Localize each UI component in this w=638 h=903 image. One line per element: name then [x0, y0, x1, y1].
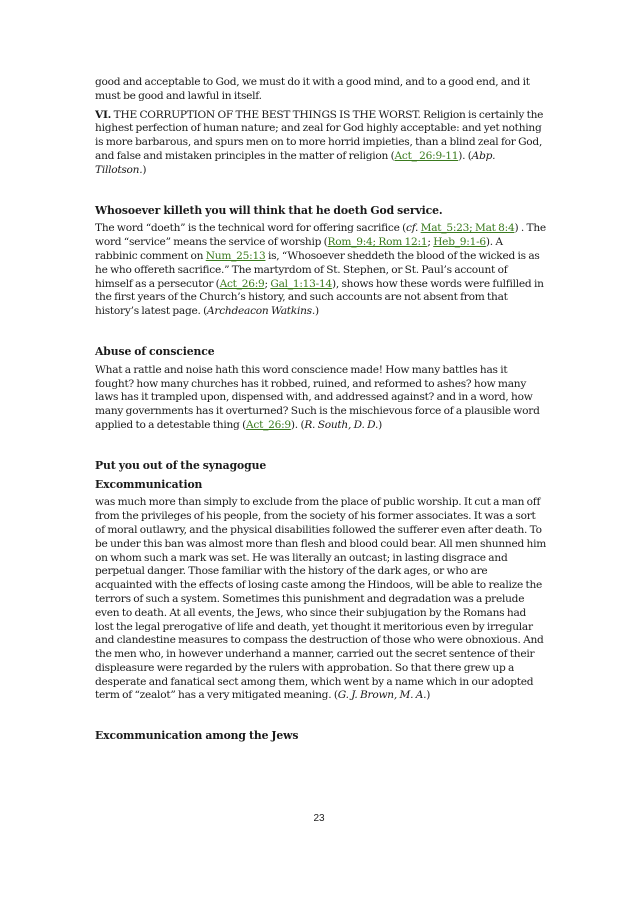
scripture-link[interactable]: Num_25:13 — [205, 249, 266, 262]
paragraph-excommunication: was much more than simply to exclude from the place of public worship. It cut a man off from the privileges of his people, from the society of his former associates. It was a sort of moral outlawry, and the physical disabilities followed the sufferer even after death. To be under this ban was almost more than flesh and blood could bear. All men shunned him on whom such a mark was set. He was literally an outcast; in lasting disgrace and perpetual danger. Those familiar with the history of the dark ages, or who are acquainted with the effects of losing caste among the Hindoos, will be able to realize the terrors of such a system. Sometimes this punishment and degradation was a prelude even to death. At all events, the Jews, who since their subjugation by the Romans had lost the legal prerogative of life and death, yet thought it meritorious even by irregular and clandestine measures to compass the destruction of those who were obnoxious. And the men who, in however underhand a manner, carried out the secret sentence of their displeasure were regarded by the rulers with approbation. So that there grew up a desperate and fanatical sect among them, which went by a name which in our adopted term of “zealot” has a very mitigated meaning. (G. J. Brown, M. A.) — [95, 496, 547, 702]
paragraph-continuation: good and acceptable to God, we must do it with a good mind, and to a good end, and it must be good and lawful in itself. — [95, 76, 530, 102]
scripture-link[interactable]: Mat_5:23; Mat 8:4 — [420, 222, 515, 235]
scripture-link[interactable]: Gal_1:13-14 — [270, 277, 332, 290]
page-number: 23 — [313, 813, 325, 824]
citation: Abp. Tillotson. — [95, 149, 496, 176]
section-heading-jews: Excommunication among the Jews — [95, 729, 299, 743]
section-heading-conscience: Abuse of conscience — [95, 344, 215, 358]
section-heading-synagogue: Put you out of the synagogue — [95, 458, 267, 472]
scripture-link[interactable]: Heb_9:1-6 — [433, 236, 486, 249]
citation: G. J. Brown, M. A. — [337, 689, 427, 702]
citation: Archdeacon Watkins. — [207, 305, 315, 318]
document-page — [95, 76, 547, 748]
scripture-link[interactable]: Act_26:9 — [245, 418, 291, 431]
scripture-link[interactable]: Rom_9:4; Rom 12:1 — [327, 236, 428, 249]
paragraph-conscience: What a rattle and noise hath this word conscience made! How many battles has it fought? how many churches has it robbed, ruined, and reformed to ashes? how many laws has it trampled upon, dispensed with, and addressed against? and in a word, how many governments has it overturned? Such is the mischievous force of a plausible word applied to a detestable thing (Act_26:9). (R. South, D. D.) — [95, 363, 540, 431]
paragraph-god-service: The word “doeth” is the technical word for offering sacrifice (cf. Mat_5:23; Mat 8:4) . The word “service” means the service of worship (Rom_9:4; Rom 12:1; Heb_9:1-6). A rabbinic comment on Num_25:13 is, “Whosoever sheddeth the blood of the wicked is as he who offereth sacrifice.” The martyrdom of St. Stephen, or St. Paul’s account of himself as a persecutor (Act_26:9; Gal_1:13-14), shows how these words were fulfilled in the first years of the Church’s history, and such accounts are not absent from that history’s latest page. (Archdeacon Watkins.) — [95, 222, 546, 318]
scripture-link[interactable]: Act_ 26:9-11 — [394, 149, 459, 162]
subheading-excommunication: Excommunication — [95, 477, 203, 491]
section-heading-god-service: Whosoever killeth you will think that he doeth God service. — [95, 203, 443, 217]
scripture-link[interactable]: Act_26:9 — [219, 277, 265, 290]
section-number: VI. — [95, 108, 112, 121]
citation: R. South, D. D. — [304, 418, 379, 431]
paragraph-vi: VI. THE CORRUPTION OF THE BEST THINGS IS THE WORST. Religion is certainly the highest perfection of human nature; and zeal for God highly acceptable: and yet nothing is more barbarous, and spurs men on to more horrid impieties, than a blind zeal for God, and false and mistaken principles in the matter of religion (Act_ 26:9-11). (Abp. Tillotson.) — [95, 108, 544, 176]
